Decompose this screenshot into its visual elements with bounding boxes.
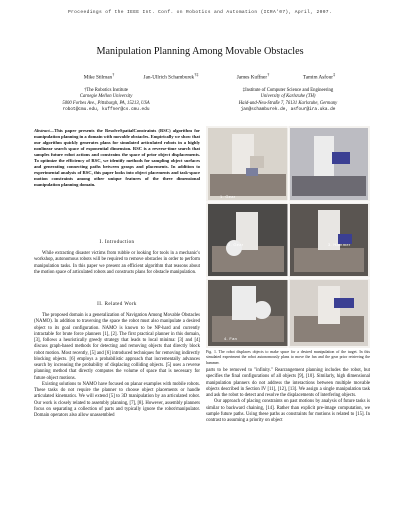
figure-label-4: 4. Fan (224, 336, 238, 341)
affil-left-line2: Carnegie Mellon University (79, 94, 133, 100)
figure-label-3: 3. Hammer (328, 242, 351, 247)
intro-p1: While extracting disaster victims from rubble or looking for tools in a mechanic's workshop, autonomous robots will be required to remove obstacles in order to perform manipulation tasks. In this paper we present an efficient algorithm that reasons about the motion space of articulated robots and constructs plans for obstacle manipulation. (34, 251, 200, 275)
affil-left-email: robot@cmu.edu, kuffner@cs.cmu.edu (62, 107, 150, 113)
figure-label-1: 1. Gear (220, 194, 236, 199)
author-4: Tamim Asfour‡ (302, 72, 336, 81)
abstract-text: —This paper presents the ResolveSpatialConstraints (RSC) algorithm for manipulation planning in a domain with movable obstacles. Empirically we show that our algorithm quickly generates plans for simulated articulated robots in a highly nonlinear search space of exponential dimension. RSC is a reverse-time search that samples future robot actions and constrains the space of prior object displacements. To optimize the efficiency of RSC, we identify methods for sampling object surfaces and generating connecting paths between grasps and placements. In addition to experimental analysis of RSC, this paper looks into object placements and task-space motion constraints among other unique features of the three dimensional manipulation planning domain. (34, 128, 200, 188)
section-heading-related-work: II. Related Work (97, 302, 137, 307)
figure-1-image (206, 126, 370, 348)
related-p2: Existing solutions to NAMO have focused on planar examples with mobile robots. These tasks do not require the planner to choose object placements or handle articulated kinematics. We will extend [5] to 3D manipulation by an articulated robot. Our work is closely related to assembly planning, [7], [8]. However, assembly planners focus on separating a collection of parts and typically ignore the robot/manipulator. Domain operators also allow unassembled (34, 381, 200, 418)
right-col-p1: parts to be removed to "infinity." Rearrangement planning includes the robot, but specifies the final configurations of all objects [9], [10]. Similarly, high dimensional manipulation planners do not address the interactions between multiple movable objects described in Section IV [11], [12], [13]. We assign a single manipulation task and ask the robot to detect and resolve the displacements of interfering objects. (206, 368, 370, 398)
author-3: James Kuffner† (236, 72, 270, 81)
affil-right-line2: University of Karlsruhe (TH) (260, 94, 316, 100)
related-p1: The proposed domain is a generalization of Navigation Among Movable Obstacles (NAMO). In addition to traversing the space the robot must also manipulate a desired object to its goal configuration. NAMO is known to be NP-hard and currently intractable for brute force planners [1], [2]. The first practical planner in this domain, [3], follows a heuristically greedy strategy that leads to local minima: [3] and [4] discuss graph-based methods for detecting and removing objects that directly block robot motion. Most recently, [5] and [6] introduced techniques for removing indirectly blocking objects. [6] employs a probabilistic approach that incrementally advances search by increasing the probability of displacing colliding objects. [5] uses a reverse planning method that directly computes the volume of space that is necessary for future object motions. (34, 313, 200, 381)
figure-label-2: 2. Gear (228, 242, 244, 247)
affiliation-left (46, 88, 166, 114)
related-work-body (34, 313, 200, 419)
conference-header: Proceedings of the IEEE Int. Conf. on Robotics and Automation (ICRA'07), April, 2007. (67, 10, 333, 15)
affil-right-line3: Haid-und-Neu-Straße 7, 76131 Karlsruhe, Germany (238, 100, 338, 106)
right-col-p2: Our approach of placing constraints on past motions by analysis of future tasks is similar to backward chaining, [14]. Rather than explicit pre-image computation, we sample future paths. Using these paths as constraints for motions is related to [15]. In contrast to assuming a priority on object (206, 399, 370, 423)
author-2: Jan-Ullrich Schamburek†‡ (143, 72, 199, 81)
abstract (34, 128, 200, 188)
section-heading-introduction: I. Introduction (99, 240, 135, 245)
affiliation-right (218, 88, 358, 114)
affil-right-line1: ‡Institute of Computer Science and Engineering (242, 88, 334, 93)
affil-left-line1: †The Robotics Institute (83, 88, 128, 93)
paper-title: Manipulation Planning Among Movable Obstacles (96, 46, 304, 57)
affil-right-email: jan@schamburek.de, asfour@ira.uka.de (240, 107, 336, 113)
robot-scene-illustration (206, 126, 370, 348)
affil-left-line3: 5000 Forbes Ave., Pittsburgh, PA, 15213, USA (62, 100, 150, 106)
figure-1-caption: Fig. 1. The robot displaces objects to make space for a desired manipulation of the target. In this simulated experiment the robot autonomously plans to move the fan and the gear prior retrieving the hammer. (206, 350, 370, 365)
intro-paragraph (34, 251, 200, 276)
author-1: Mike Stilman† (83, 72, 115, 81)
abstract-label: Abstract (34, 128, 50, 133)
right-column-body (206, 368, 370, 424)
